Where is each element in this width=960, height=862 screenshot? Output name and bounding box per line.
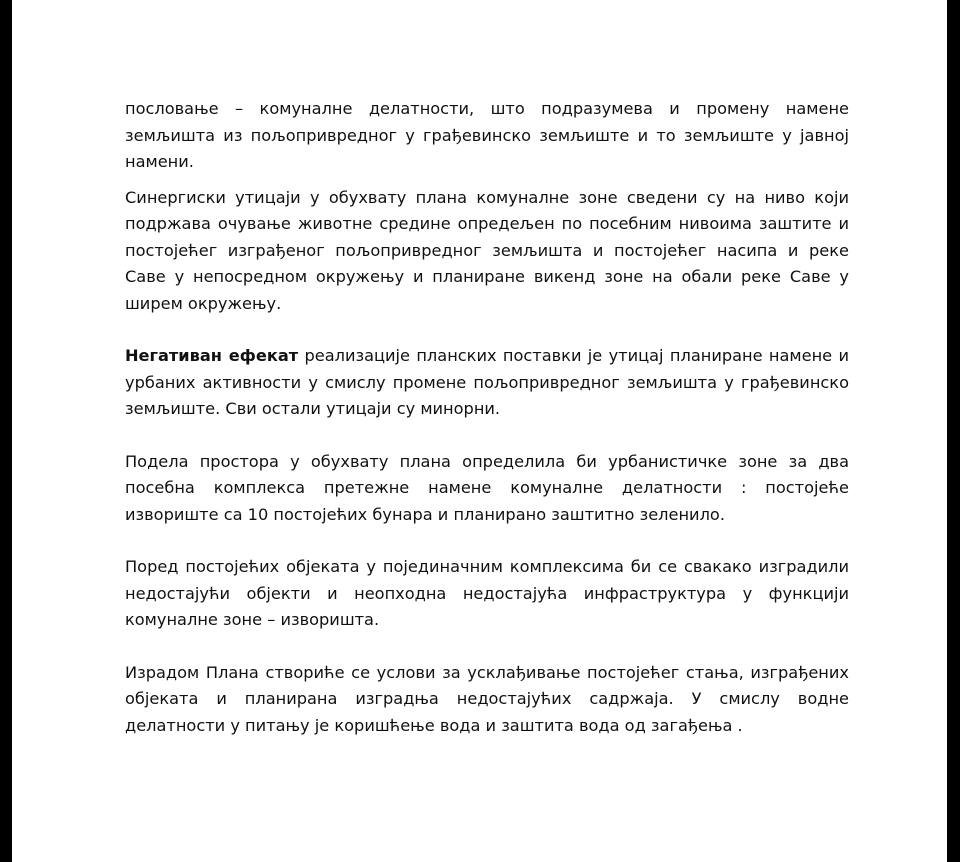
paragraph-lead-bold: Негативан ефекат: [125, 346, 299, 365]
paragraph-negative-effect: [125, 343, 849, 423]
paragraph-existing-objects: [125, 554, 849, 634]
paragraph-land-use: [125, 96, 849, 176]
paragraph-text: пословање – комуналне делатности, што подразумева и промену намене земљишта из пољопривредног у грађевинско земљиште и то земљиште у јавној намени.: [125, 99, 849, 171]
paragraph-text: Израдом Плана створиће се услови за усклађивање постојећег стања, изграђених објеката и планирана изградња недостајућих садржаја. У смислу водне делатности у питању је коришћење вода и заштита вода од загађења .: [125, 662, 849, 735]
paragraph-spacer: [125, 317, 849, 343]
paragraph-text: Подела простора у обухвату плана определила би урбанистичке зоне за два посебна комплекса претежне намене комуналне делатности : постојеће извориште са 10 постојећих бунара и планирано заштитно зеленило.: [125, 451, 849, 524]
paragraph-plan-conditions: [125, 660, 849, 740]
paragraph-spacer: [125, 634, 849, 660]
paragraph-synergy: [125, 185, 849, 318]
paragraph-text: Синергиски утицаји у обухвату плана комуналне зоне сведени су на ниво који подржава очување животне средине опредељен по посебним нивоима заштите и постојећег изграђеног пољопривредног земљишта и постојећег насипа и реке Саве у непосредном окружењу и планиране викенд зоне на обали реке Саве у ширем окружењу.: [125, 187, 849, 313]
paragraph-spacer: [125, 423, 849, 449]
paragraph-spacer: [125, 528, 849, 554]
paragraph-spacer: [125, 176, 849, 185]
paragraph-text: Поред постојећих објеката у појединачним комплексима би се свакако изградили недостајући објекти и неопходна недостајућа инфраструктура у функцији комуналне зоне – изворишта.: [125, 557, 849, 629]
document-page: [12, 0, 947, 862]
paragraph-zoning: [125, 449, 849, 529]
document-body: [125, 96, 849, 739]
paragraph-text: реализације планских поставки је утицај планиране намене и урбаних активности у смислу промене пољопривредног земљишта у грађевинско земљиште. Сви остали утицаји су минорни.: [125, 346, 849, 418]
